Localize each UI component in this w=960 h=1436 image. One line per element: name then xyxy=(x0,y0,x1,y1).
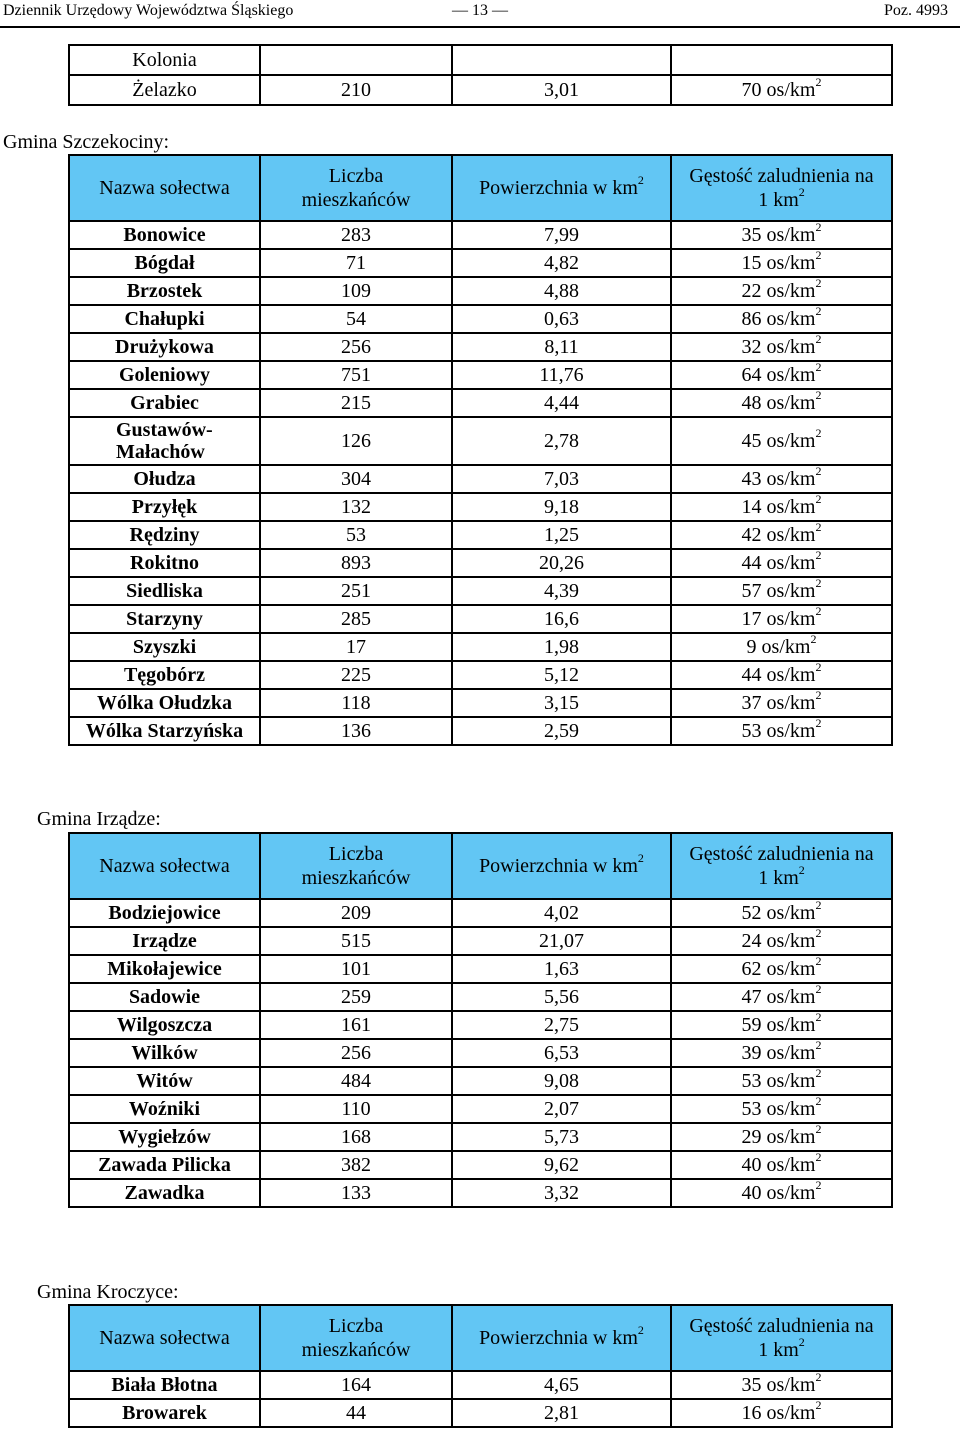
table-irzadze xyxy=(68,832,893,1208)
density-value: 59 xyxy=(741,1014,762,1036)
density-unit-sup: 2 xyxy=(815,1038,822,1053)
density xyxy=(671,549,892,577)
population: 161 xyxy=(260,1011,452,1039)
density-value: 53 xyxy=(741,1098,762,1120)
area: 21,07 xyxy=(452,927,671,955)
area: 7,03 xyxy=(452,465,671,493)
density-value: 64 xyxy=(741,364,762,386)
table-row xyxy=(69,1399,892,1427)
table-kroczyce xyxy=(68,1304,893,1428)
village-name: Goleniowy xyxy=(69,361,260,389)
density-unit: os/km xyxy=(761,1126,816,1148)
density-unit: os/km xyxy=(761,430,816,452)
area: 2,78 xyxy=(452,417,671,465)
village-name: Chałupki xyxy=(69,305,260,333)
density-unit-sup: 2 xyxy=(815,1150,822,1165)
density xyxy=(671,361,892,389)
density-value: 48 xyxy=(741,392,762,414)
density-value: 42 xyxy=(741,524,762,546)
density-unit: os/km xyxy=(761,280,816,302)
header-density-sup: 2 xyxy=(798,863,805,878)
area: 0,63 xyxy=(452,305,671,333)
village-name: Wilgoszcza xyxy=(69,1011,260,1039)
density-unit: os/km xyxy=(761,1154,816,1176)
table-row xyxy=(69,1039,892,1067)
population: 285 xyxy=(260,605,452,633)
density xyxy=(671,605,892,633)
density-unit-sup: 2 xyxy=(815,248,822,263)
population: 215 xyxy=(260,389,452,417)
header-area-sup: 2 xyxy=(637,1323,644,1338)
density xyxy=(671,1179,892,1207)
density xyxy=(671,1123,892,1151)
village-name: Tęgobórz xyxy=(69,661,260,689)
density-unit: os/km xyxy=(761,902,816,924)
population: 484 xyxy=(260,1067,452,1095)
density-unit-sup: 2 xyxy=(815,1398,822,1413)
density-unit-sup: 2 xyxy=(815,360,822,375)
density-unit-sup: 2 xyxy=(810,632,817,647)
density xyxy=(671,305,892,333)
population: 382 xyxy=(260,1151,452,1179)
table-row xyxy=(69,1011,892,1039)
table-row xyxy=(69,493,892,521)
density-unit-sup: 2 xyxy=(815,604,822,619)
table-row xyxy=(69,1067,892,1095)
density xyxy=(671,417,892,465)
area: 20,26 xyxy=(452,549,671,577)
density-unit-sup: 2 xyxy=(815,576,822,591)
header-density xyxy=(671,1305,892,1371)
density-unit-sup: 2 xyxy=(815,1370,822,1385)
density-value: 52 xyxy=(741,902,762,924)
village-name: Irządze xyxy=(69,927,260,955)
density-value: 35 xyxy=(741,224,762,246)
density-value: 53 xyxy=(741,1070,762,1092)
area: 4,88 xyxy=(452,277,671,305)
density-unit-sup: 2 xyxy=(815,548,822,563)
density xyxy=(671,1011,892,1039)
density-unit-sup: 2 xyxy=(815,1178,822,1193)
population: 304 xyxy=(260,465,452,493)
density xyxy=(671,899,892,927)
page-header xyxy=(0,0,960,28)
header-density-sup: 2 xyxy=(798,185,805,200)
density-value: 40 xyxy=(741,1182,762,1204)
density-unit-sup: 2 xyxy=(815,1010,822,1025)
village-name: Gustawów-Małachów xyxy=(69,417,260,465)
density-value: 24 xyxy=(741,930,762,952)
village-name: Wilków xyxy=(69,1039,260,1067)
density-unit-sup: 2 xyxy=(815,388,822,403)
density-unit-sup: 2 xyxy=(815,75,822,90)
table-row xyxy=(69,605,892,633)
area: 6,53 xyxy=(452,1039,671,1067)
table-row xyxy=(69,333,892,361)
density xyxy=(671,689,892,717)
area: 9,08 xyxy=(452,1067,671,1095)
header-area xyxy=(452,833,671,899)
density xyxy=(671,633,892,661)
density-unit-sup: 2 xyxy=(815,1094,822,1109)
population: 210 xyxy=(260,75,452,105)
table-row xyxy=(69,465,892,493)
population xyxy=(260,45,452,75)
area: 5,73 xyxy=(452,1123,671,1151)
section-title-szczekociny: Gmina Szczekociny: xyxy=(3,131,170,153)
population: 109 xyxy=(260,277,452,305)
population: 209 xyxy=(260,899,452,927)
density-unit: os/km xyxy=(761,1374,816,1396)
density-unit-sup: 2 xyxy=(815,464,822,479)
page-number: — 13 — xyxy=(452,2,508,19)
density-unit: os/km xyxy=(761,524,816,546)
population: 893 xyxy=(260,549,452,577)
density-unit: os/km xyxy=(761,308,816,330)
density-value: 62 xyxy=(741,958,762,980)
density-value: 44 xyxy=(741,664,762,686)
population: 225 xyxy=(260,661,452,689)
density-value: 22 xyxy=(741,280,762,302)
village-name: Biała Błotna xyxy=(69,1371,260,1399)
journal-title: Dziennik Urzędowy Województwa Śląskiego xyxy=(3,2,294,19)
density-unit: os/km xyxy=(761,930,816,952)
area: 2,81 xyxy=(452,1399,671,1427)
population: 136 xyxy=(260,717,452,745)
density-unit: os/km xyxy=(761,986,816,1008)
header-area-label: Powierzchnia w km xyxy=(479,1327,638,1349)
area xyxy=(452,45,671,75)
population: 133 xyxy=(260,1179,452,1207)
table-row xyxy=(69,521,892,549)
village-name: Zawadka xyxy=(69,1179,260,1207)
area: 1,25 xyxy=(452,521,671,549)
table-row xyxy=(69,1179,892,1207)
table-row xyxy=(69,955,892,983)
density xyxy=(671,249,892,277)
village-name: Witów xyxy=(69,1067,260,1095)
village-name: Starzyny xyxy=(69,605,260,633)
population: 53 xyxy=(260,521,452,549)
village-name: Browarek xyxy=(69,1399,260,1427)
density-value: 35 xyxy=(741,1374,762,1396)
village-name: Woźniki xyxy=(69,1095,260,1123)
density xyxy=(671,955,892,983)
area: 1,98 xyxy=(452,633,671,661)
table-header-row xyxy=(69,833,892,899)
density-value: 45 xyxy=(741,430,762,452)
header-name: Nazwa sołectwa xyxy=(69,1305,260,1371)
density-value: 53 xyxy=(741,720,762,742)
area: 16,6 xyxy=(452,605,671,633)
population: 118 xyxy=(260,689,452,717)
population: 71 xyxy=(260,249,452,277)
density-unit: os/km xyxy=(761,252,816,274)
area: 2,75 xyxy=(452,1011,671,1039)
header-area-label: Powierzchnia w km xyxy=(479,177,638,199)
area: 3,32 xyxy=(452,1179,671,1207)
table-row xyxy=(69,277,892,305)
area: 3,01 xyxy=(452,75,671,105)
table-row xyxy=(69,633,892,661)
table-row xyxy=(69,417,892,465)
table-row xyxy=(69,549,892,577)
population: 101 xyxy=(260,955,452,983)
area: 9,62 xyxy=(452,1151,671,1179)
table-row xyxy=(69,661,892,689)
village-name: Bonowice xyxy=(69,221,260,249)
population: 44 xyxy=(260,1399,452,1427)
section-title-kroczyce: Gmina Kroczyce: xyxy=(37,1281,179,1303)
village-name: Ołudza xyxy=(69,465,260,493)
density-unit: os/km xyxy=(761,364,816,386)
density-value: 14 xyxy=(741,496,762,518)
population: 110 xyxy=(260,1095,452,1123)
table-row xyxy=(69,689,892,717)
density xyxy=(671,75,892,105)
header-population: Liczba mieszkańców xyxy=(260,155,452,221)
density xyxy=(671,717,892,745)
density-value: 43 xyxy=(741,468,762,490)
table-szczekociny xyxy=(68,154,893,746)
table-row xyxy=(69,221,892,249)
village-name: Wólka Starzyńska xyxy=(69,717,260,745)
village-name: Przyłęk xyxy=(69,493,260,521)
density-value: 15 xyxy=(741,252,762,274)
density-unit-sup: 2 xyxy=(815,426,822,441)
header-density-label: Gęstość zaludnienia na 1 km xyxy=(689,1315,874,1361)
density-value: 47 xyxy=(741,986,762,1008)
area: 2,59 xyxy=(452,717,671,745)
density-value: 32 xyxy=(741,336,762,358)
village-name: Wólka Ołudzka xyxy=(69,689,260,717)
density xyxy=(671,927,892,955)
table-row xyxy=(69,389,892,417)
table-row xyxy=(69,45,892,75)
header-density xyxy=(671,155,892,221)
density-unit: os/km xyxy=(761,720,816,742)
area: 3,15 xyxy=(452,689,671,717)
village-name: Bodziejowice xyxy=(69,899,260,927)
density-unit: os/km xyxy=(761,1070,816,1092)
density-unit: os/km xyxy=(761,336,816,358)
header-area-sup: 2 xyxy=(637,851,644,866)
village-name: Rędziny xyxy=(69,521,260,549)
density xyxy=(671,1399,892,1427)
area: 9,18 xyxy=(452,493,671,521)
header-density-sup: 2 xyxy=(798,1335,805,1350)
population: 256 xyxy=(260,1039,452,1067)
header-area-label: Powierzchnia w km xyxy=(479,855,638,877)
density-unit: os/km xyxy=(761,580,816,602)
area: 5,56 xyxy=(452,983,671,1011)
village-name: Brzostek xyxy=(69,277,260,305)
table-header-row xyxy=(69,155,892,221)
density-unit-sup: 2 xyxy=(815,716,822,731)
village-name: Zawada Pilicka xyxy=(69,1151,260,1179)
header-name: Nazwa sołectwa xyxy=(69,833,260,899)
density-unit: os/km xyxy=(761,958,816,980)
area: 4,39 xyxy=(452,577,671,605)
population: 168 xyxy=(260,1123,452,1151)
population: 751 xyxy=(260,361,452,389)
density-unit: os/km xyxy=(761,1182,816,1204)
density xyxy=(671,577,892,605)
density-unit: os/km xyxy=(756,636,811,658)
table-row xyxy=(69,1151,892,1179)
density-value: 57 xyxy=(741,580,762,602)
area: 8,11 xyxy=(452,333,671,361)
density-unit: os/km xyxy=(761,224,816,246)
header-population: Liczba mieszkańców xyxy=(260,833,452,899)
density-unit-sup: 2 xyxy=(815,1066,822,1081)
table-header-row xyxy=(69,1305,892,1371)
village-name: Kolonia xyxy=(69,45,260,75)
density-value: 40 xyxy=(741,1154,762,1176)
table-row xyxy=(69,717,892,745)
village-name: Grabiec xyxy=(69,389,260,417)
density-unit: os/km xyxy=(761,468,816,490)
density-unit-sup: 2 xyxy=(815,520,822,535)
density xyxy=(671,221,892,249)
density-unit: os/km xyxy=(761,608,816,630)
density-value: 17 xyxy=(741,608,762,630)
density-value: 44 xyxy=(741,552,762,574)
position-number: Poz. 4993 xyxy=(884,2,948,19)
density-value: 37 xyxy=(741,692,762,714)
continuation-table xyxy=(68,44,893,106)
density xyxy=(671,45,892,75)
density-unit: os/km xyxy=(761,1042,816,1064)
density-value: 86 xyxy=(741,308,762,330)
table-row xyxy=(69,361,892,389)
area: 4,65 xyxy=(452,1371,671,1399)
density-unit-sup: 2 xyxy=(815,492,822,507)
density xyxy=(671,983,892,1011)
header-density xyxy=(671,833,892,899)
density xyxy=(671,661,892,689)
table-row xyxy=(69,927,892,955)
density xyxy=(671,465,892,493)
village-name: Mikołajewice xyxy=(69,955,260,983)
header-area xyxy=(452,155,671,221)
population: 259 xyxy=(260,983,452,1011)
table-row xyxy=(69,983,892,1011)
population: 132 xyxy=(260,493,452,521)
header-density-label: Gęstość zaludnienia na 1 km xyxy=(689,165,874,211)
area: 2,07 xyxy=(452,1095,671,1123)
density xyxy=(671,1371,892,1399)
density-unit-sup: 2 xyxy=(815,982,822,997)
area: 4,82 xyxy=(452,249,671,277)
population: 283 xyxy=(260,221,452,249)
density xyxy=(671,493,892,521)
table-row xyxy=(69,1371,892,1399)
density-value: 70 xyxy=(741,79,762,101)
table-row xyxy=(69,305,892,333)
area: 4,44 xyxy=(452,389,671,417)
header-population: Liczba mieszkańców xyxy=(260,1305,452,1371)
header-area xyxy=(452,1305,671,1371)
density-unit-sup: 2 xyxy=(815,1122,822,1137)
table-row xyxy=(69,1095,892,1123)
density-unit: os/km xyxy=(761,79,816,101)
density-unit: os/km xyxy=(761,392,816,414)
area: 7,99 xyxy=(452,221,671,249)
population: 251 xyxy=(260,577,452,605)
density-unit-sup: 2 xyxy=(815,276,822,291)
density-unit: os/km xyxy=(761,552,816,574)
header-name: Nazwa sołectwa xyxy=(69,155,260,221)
population: 515 xyxy=(260,927,452,955)
village-name: Żelazko xyxy=(69,75,260,105)
density xyxy=(671,521,892,549)
table-row xyxy=(69,577,892,605)
village-name: Drużykowa xyxy=(69,333,260,361)
village-name: Sadowie xyxy=(69,983,260,1011)
density-unit-sup: 2 xyxy=(815,304,822,319)
density xyxy=(671,333,892,361)
density-unit: os/km xyxy=(761,1098,816,1120)
density-unit: os/km xyxy=(761,1014,816,1036)
area: 4,02 xyxy=(452,899,671,927)
density-unit-sup: 2 xyxy=(815,926,822,941)
density-unit: os/km xyxy=(761,692,816,714)
density xyxy=(671,1151,892,1179)
density-unit-sup: 2 xyxy=(815,954,822,969)
density xyxy=(671,1067,892,1095)
village-name: Wygiełzów xyxy=(69,1123,260,1151)
density-value: 16 xyxy=(741,1402,762,1424)
population: 126 xyxy=(260,417,452,465)
village-name: Siedliska xyxy=(69,577,260,605)
population: 256 xyxy=(260,333,452,361)
density-unit-sup: 2 xyxy=(815,332,822,347)
table-row xyxy=(69,249,892,277)
density xyxy=(671,389,892,417)
area: 5,12 xyxy=(452,661,671,689)
population: 54 xyxy=(260,305,452,333)
village-name: Bógdał xyxy=(69,249,260,277)
density-unit-sup: 2 xyxy=(815,220,822,235)
density-value: 39 xyxy=(741,1042,762,1064)
density xyxy=(671,277,892,305)
population: 164 xyxy=(260,1371,452,1399)
density xyxy=(671,1039,892,1067)
table-row xyxy=(69,1123,892,1151)
density-value: 29 xyxy=(741,1126,762,1148)
village-name: Rokitno xyxy=(69,549,260,577)
density-unit-sup: 2 xyxy=(815,898,822,913)
table-row xyxy=(69,75,892,105)
population: 17 xyxy=(260,633,452,661)
density-unit: os/km xyxy=(761,664,816,686)
density-unit-sup: 2 xyxy=(815,688,822,703)
density-unit-sup: 2 xyxy=(815,660,822,675)
table-row xyxy=(69,899,892,927)
density-unit: os/km xyxy=(761,496,816,518)
area: 1,63 xyxy=(452,955,671,983)
header-area-sup: 2 xyxy=(637,173,644,188)
area: 11,76 xyxy=(452,361,671,389)
village-name: Szyszki xyxy=(69,633,260,661)
header-density-label: Gęstość zaludnienia na 1 km xyxy=(689,843,874,889)
density-unit: os/km xyxy=(761,1402,816,1424)
section-title-irzadze: Gmina Irządze: xyxy=(37,808,161,830)
density xyxy=(671,1095,892,1123)
density-value: 9 xyxy=(746,636,757,658)
